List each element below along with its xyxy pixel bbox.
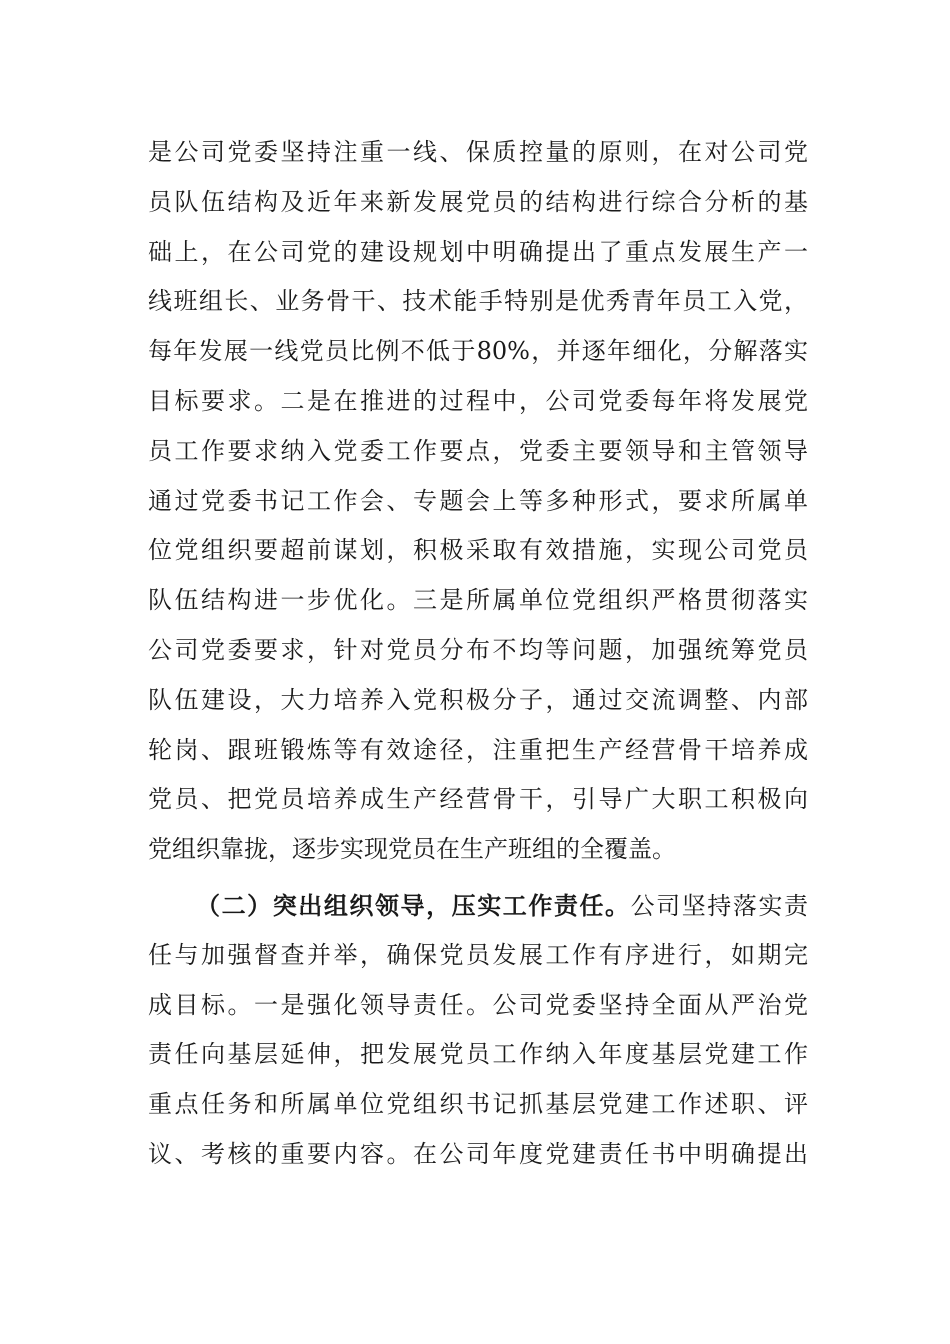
- text-line: 通过党委书记工作会、专题会上等多种形式，要求所属单: [148, 486, 808, 515]
- text-line: 员队伍结构及近年来新发展党员的结构进行综合分析的基: [148, 187, 808, 216]
- text-line: 责任向基层延伸，把发展党员工作纳入年度基层党建工作: [148, 1040, 808, 1069]
- text-line: 队伍结构进一步优化。三是所属单位党组织严格贯彻落实: [148, 586, 808, 615]
- text-line: 是公司党委坚持注重一线、保质控量的原则，在对公司党: [148, 138, 808, 166]
- text-line: 目标要求。二是在推进的过程中，公司党委每年将发展党: [148, 386, 808, 415]
- text-line: 党员、把党员培养成生产经营骨干，引导广大职工积极向: [148, 785, 808, 814]
- text-line: 重点任务和所属单位党组织书记抓基层党建工作述职、评: [148, 1090, 808, 1119]
- text-line: 议、考核的重要内容。在公司年度党建责任书中明确提出: [148, 1139, 808, 1168]
- text-line-first: [148, 881, 808, 931]
- text-run: 公司坚持落实责: [630, 891, 808, 920]
- text-line: 党组织靠拢，逐步实现党员在生产班组的全覆盖。: [148, 835, 676, 864]
- text-line: 线班组长、业务骨干、技术能手特别是优秀青年员工入党，: [148, 287, 808, 316]
- text-line: 成目标。一是强化领导责任。公司党委坚持全面从严治党: [148, 990, 808, 1019]
- text-line: 轮岗、跟班锻炼等有效途径，注重把生产经营骨干培养成: [148, 735, 808, 764]
- paragraph-2: [148, 881, 808, 1180]
- section-heading: （二）突出组织领导，压实工作责任。: [196, 890, 631, 920]
- text-line: 础上，在公司党的建设规划中明确提出了重点发展生产一: [148, 237, 808, 266]
- text-line: 员工作要求纳入党委工作要点，党委主要领导和主管领导: [148, 436, 808, 465]
- text-line: 任与加强督查并举，确保党员发展工作有序进行，如期完: [148, 940, 808, 969]
- text-line: 每年发展一线党员比例不低于80%，并逐年细化，分解落实: [148, 337, 808, 366]
- text-line: 队伍建设，大力培养入党积极分子，通过交流调整、内部: [148, 685, 808, 714]
- body-text: [148, 128, 808, 1180]
- text-line: 公司党委要求，针对党员分布不均等问题，加强统筹党员: [148, 635, 808, 664]
- paragraph-1: [148, 128, 808, 875]
- text-line: 位党组织要超前谋划，积极采取有效措施，实现公司党员: [148, 536, 808, 565]
